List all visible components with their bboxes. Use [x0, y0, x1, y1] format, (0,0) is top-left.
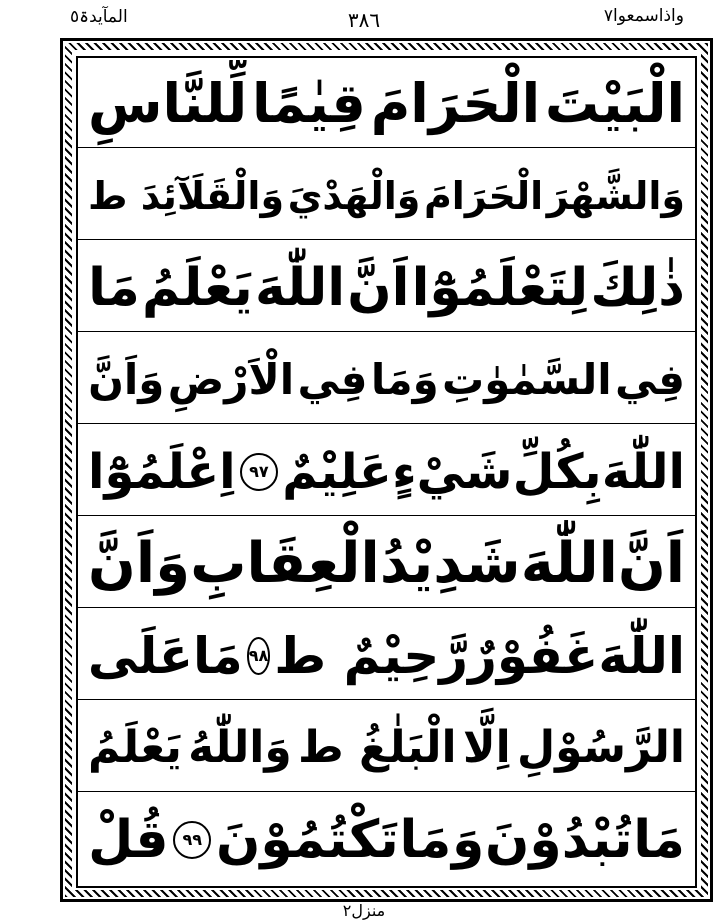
word: عَلِيْمٌ	[282, 443, 392, 500]
word: الْبَلٰغُ ط	[297, 721, 457, 773]
word: اللّٰهَ	[520, 530, 618, 596]
word: وَ	[155, 530, 191, 596]
word: السَّمٰوٰتِ	[442, 354, 612, 404]
word: فِي	[615, 354, 685, 404]
word: وَالْهَدْيَ	[287, 173, 421, 218]
text-line-6	[76, 520, 697, 608]
word: الْبَيْتَ	[544, 71, 685, 135]
text-line-2	[76, 152, 697, 240]
text-line-9	[76, 796, 697, 884]
word: عَلَى	[87, 626, 194, 685]
word: شَيْءٍ	[392, 443, 513, 500]
word: اللّٰهَ	[601, 443, 685, 500]
ayah-end-marker: ٩٧	[240, 453, 278, 491]
word: وَمَا	[370, 354, 439, 404]
word: لِّلنَّاسِ	[88, 71, 248, 135]
text-line-7	[76, 612, 697, 700]
word: رَّحِيْمٌ ط	[274, 626, 469, 685]
word: يَعْلَمُ	[88, 721, 182, 773]
word: قِيٰمًا	[252, 71, 366, 135]
word: شَدِيْدُ	[379, 530, 521, 596]
surah-name: المآيدۃ٥	[70, 7, 128, 27]
word: وَالْقَلَآئِدَ ط	[88, 173, 285, 218]
word: لِتَعْلَمُوْٓا	[411, 257, 589, 318]
word: اللّٰهَ	[598, 626, 685, 685]
word: اَنَّ	[88, 530, 156, 596]
word: قُلْ	[88, 810, 169, 870]
word: مَا	[633, 810, 685, 870]
word: تُبْدُوْنَ	[485, 810, 633, 870]
manzil-label: منزل٢	[342, 901, 386, 920]
word: تَكْتُمُوْنَ	[215, 810, 399, 870]
text-line-4	[76, 336, 697, 424]
word: مَا	[193, 626, 243, 685]
text-line-3	[76, 244, 697, 332]
text-line-5	[76, 428, 697, 516]
page-number: ٣٨٦	[347, 8, 381, 32]
juz-name: واذاسمعوا٧	[603, 6, 684, 26]
word: الرَّسُوْلِ	[516, 721, 685, 773]
text-line-8	[76, 704, 697, 792]
word: ذٰلِكَ	[590, 257, 685, 318]
word: اِلَّا	[462, 721, 511, 773]
word: مَا	[88, 257, 140, 318]
ayah-end-marker: ٩٩	[173, 821, 211, 859]
word: اللّٰهَ	[254, 257, 346, 318]
word: اَنَّ	[618, 530, 685, 596]
word: وَاللّٰهُ	[188, 721, 292, 773]
word: بِكُلِّ	[512, 443, 602, 500]
word: يَعْلَمُ	[141, 257, 253, 318]
word: الْحَرَامَ	[423, 173, 544, 218]
word: وَ	[452, 810, 485, 870]
word: الْحَرَامَ	[370, 71, 541, 135]
text-line-1	[76, 60, 697, 148]
word: فِي	[297, 354, 368, 404]
word: مَا	[399, 810, 452, 870]
word: اَنَّ	[347, 257, 410, 318]
ayah-end-marker: ٩٨	[247, 637, 271, 675]
word: الْعِقَابِ	[190, 530, 380, 596]
word: اِعْلَمُوْٓا	[88, 443, 236, 500]
word: وَالشَّهْرَ	[546, 173, 685, 218]
word: وَاَنَّ	[88, 354, 165, 404]
word: الْاَرْضِ	[167, 354, 295, 404]
word: غَفُوْرٌ	[468, 626, 599, 685]
